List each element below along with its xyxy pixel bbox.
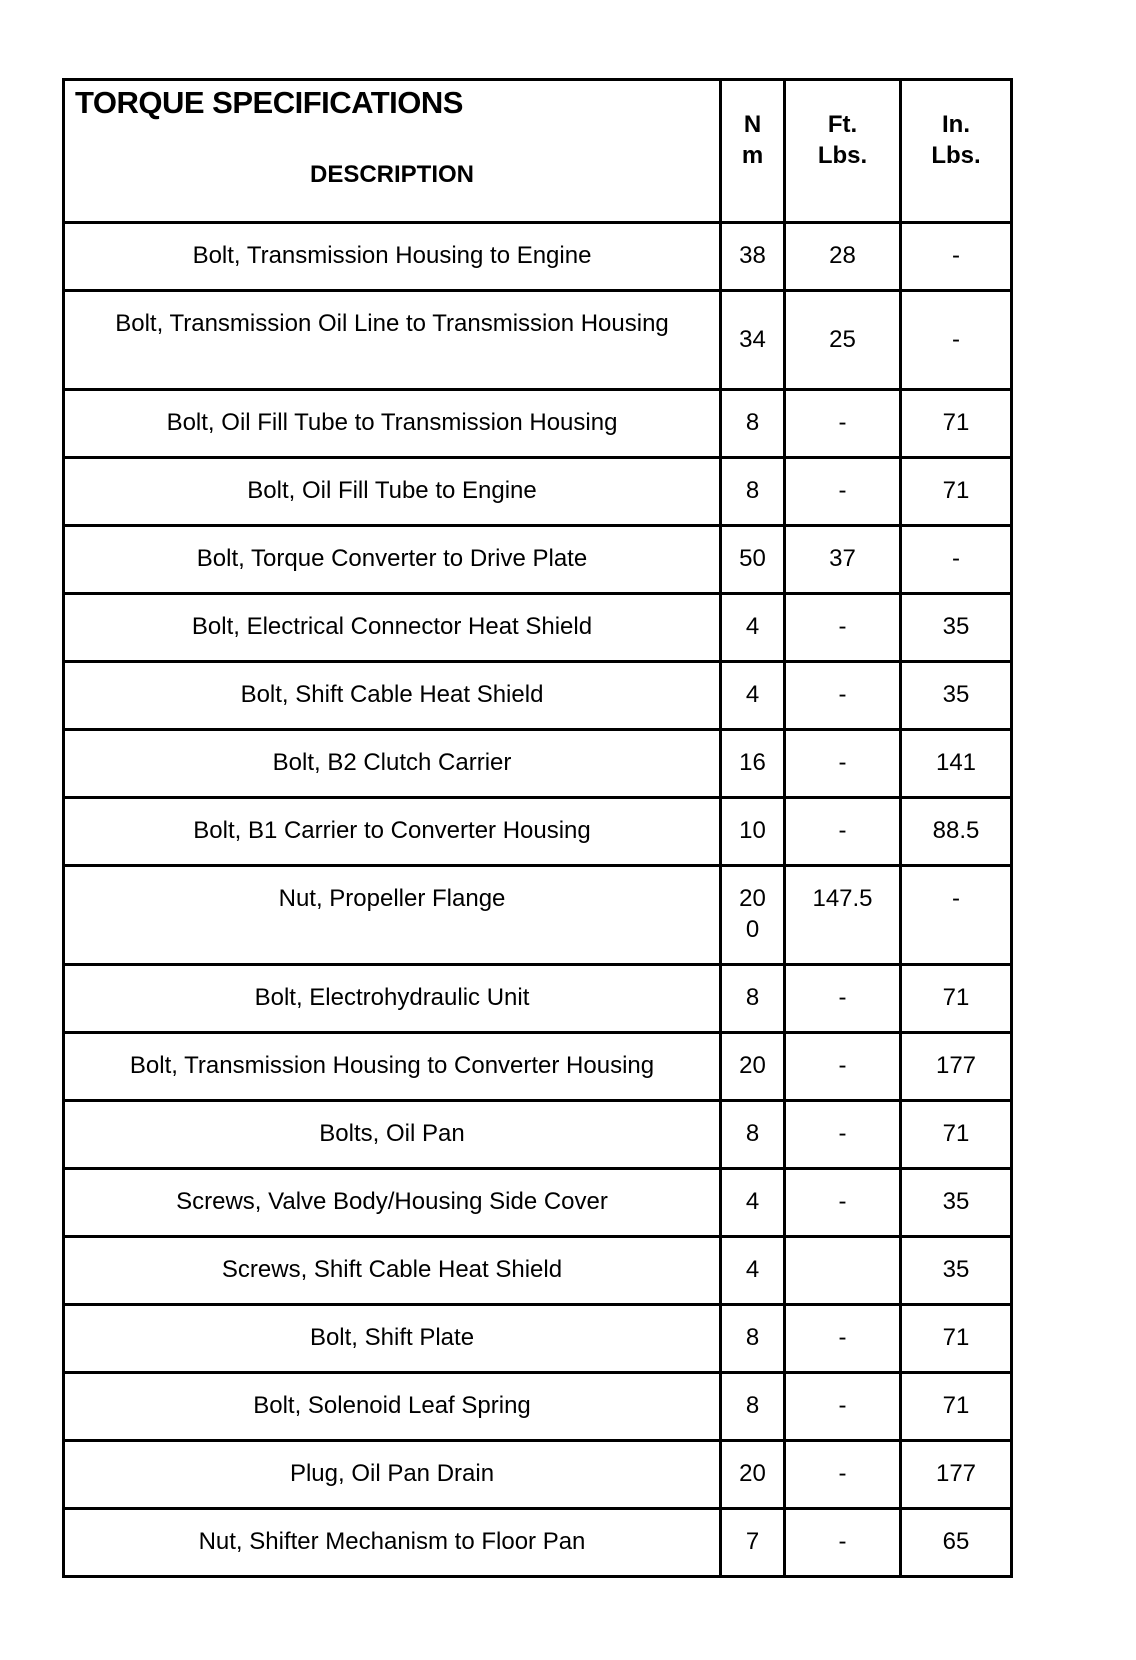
description-cell: Bolt, Transmission Housing to Converter Housing: [64, 1033, 721, 1101]
table-row: [64, 965, 1012, 1033]
nm-cell: 38: [721, 223, 785, 291]
ft-lbs-cell: -: [785, 458, 901, 526]
table-row: [64, 1169, 1012, 1237]
table-row: [64, 1101, 1012, 1169]
table-row: [64, 866, 1012, 965]
nm-cell: 8: [721, 1101, 785, 1169]
in-lbs-header-line2: Lbs.: [931, 142, 981, 169]
ft-lbs-header-cell: [785, 80, 901, 223]
description-cell: Bolt, Electrohydraulic Unit: [64, 965, 721, 1033]
ft-lbs-header: [786, 81, 899, 171]
table-row: [64, 1305, 1012, 1373]
table-row: [64, 1441, 1012, 1509]
ft-lbs-cell: 147.5: [785, 866, 901, 965]
ft-lbs-cell: -: [785, 390, 901, 458]
table-header-row: [64, 80, 1012, 223]
in-lbs-cell: 35: [901, 1169, 1012, 1237]
in-lbs-header: [902, 81, 1010, 171]
nm-cell: 8: [721, 458, 785, 526]
table-row: [64, 223, 1012, 291]
ft-lbs-cell: -: [785, 798, 901, 866]
nm-cell: 20: [721, 1033, 785, 1101]
ft-lbs-cell: -: [785, 662, 901, 730]
in-lbs-cell: -: [901, 291, 1012, 390]
nm-cell: 50: [721, 526, 785, 594]
description-cell: Bolt, Transmission Oil Line to Transmission Housing: [64, 291, 721, 390]
nm-cell: 16: [721, 730, 785, 798]
nm-cell: 4: [721, 662, 785, 730]
description-cell: Plug, Oil Pan Drain: [64, 1441, 721, 1509]
description-cell: Screws, Valve Body/Housing Side Cover: [64, 1169, 721, 1237]
nm-cell: 34: [721, 291, 785, 390]
in-lbs-cell: 65: [901, 1509, 1012, 1577]
nm-cell: 8: [721, 390, 785, 458]
ft-lbs-header-line2: Lbs.: [817, 142, 868, 169]
ft-lbs-cell: 37: [785, 526, 901, 594]
in-lbs-header-line1: In.: [942, 111, 970, 138]
in-lbs-cell: 141: [901, 730, 1012, 798]
ft-lbs-cell: -: [785, 1169, 901, 1237]
nm-cell: 4: [721, 1169, 785, 1237]
nm-cell: 8: [721, 1373, 785, 1441]
ft-lbs-cell: -: [785, 730, 901, 798]
description-cell: Bolt, Solenoid Leaf Spring: [64, 1373, 721, 1441]
nm-cell: 20: [721, 1441, 785, 1509]
description-cell: Bolt, Shift Cable Heat Shield: [64, 662, 721, 730]
description-cell: Nut, Shifter Mechanism to Floor Pan: [64, 1509, 721, 1577]
in-lbs-cell: 71: [901, 390, 1012, 458]
description-cell: Bolt, B2 Clutch Carrier: [64, 730, 721, 798]
in-lbs-cell: 35: [901, 662, 1012, 730]
ft-lbs-cell: -: [785, 594, 901, 662]
ft-lbs-cell: 25: [785, 291, 901, 390]
table-row: [64, 526, 1012, 594]
table-row: [64, 1033, 1012, 1101]
table-row: [64, 798, 1012, 866]
table-title: TORQUE SPECIFICATIONS: [75, 85, 463, 120]
in-lbs-cell: -: [901, 526, 1012, 594]
description-cell: Bolt, Torque Converter to Drive Plate: [64, 526, 721, 594]
nm-cell: 8: [721, 1305, 785, 1373]
nm-cell: 10: [721, 798, 785, 866]
in-lbs-header-cell: [901, 80, 1012, 223]
table-row: [64, 390, 1012, 458]
table-row: [64, 458, 1012, 526]
nm-cell: 8: [721, 965, 785, 1033]
table-row: [64, 730, 1012, 798]
table-row: [64, 1237, 1012, 1305]
in-lbs-cell: 35: [901, 594, 1012, 662]
ft-lbs-cell: -: [785, 965, 901, 1033]
description-cell: Bolt, Electrical Connector Heat Shield: [64, 594, 721, 662]
description-header: DESCRIPTION: [309, 161, 474, 188]
description-cell: Bolt, Shift Plate: [64, 1305, 721, 1373]
description-cell: Nut, Propeller Flange: [64, 866, 721, 965]
ft-lbs-header-line1: Ft.: [827, 111, 858, 138]
ft-lbs-cell: 28: [785, 223, 901, 291]
in-lbs-cell: 88.5: [901, 798, 1012, 866]
in-lbs-cell: 71: [901, 1101, 1012, 1169]
in-lbs-cell: 35: [901, 1237, 1012, 1305]
description-cell: Bolt, Oil Fill Tube to Engine: [64, 458, 721, 526]
table-row: [64, 1373, 1012, 1441]
table-row: [64, 291, 1012, 390]
in-lbs-cell: -: [901, 866, 1012, 965]
ft-lbs-cell: -: [785, 1441, 901, 1509]
ft-lbs-cell: -: [785, 1373, 901, 1441]
ft-lbs-cell: [785, 1237, 901, 1305]
description-cell: Bolt, Oil Fill Tube to Transmission Housing: [64, 390, 721, 458]
in-lbs-cell: 177: [901, 1441, 1012, 1509]
nm-header-cell: [721, 80, 785, 223]
in-lbs-cell: 71: [901, 458, 1012, 526]
nm-cell: 7: [721, 1509, 785, 1577]
in-lbs-cell: 71: [901, 1373, 1012, 1441]
table-row: [64, 662, 1012, 730]
in-lbs-cell: 71: [901, 965, 1012, 1033]
in-lbs-cell: 177: [901, 1033, 1012, 1101]
description-cell: Screws, Shift Cable Heat Shield: [64, 1237, 721, 1305]
description-cell: Bolts, Oil Pan: [64, 1101, 721, 1169]
nm-header-line2: m: [741, 142, 764, 169]
ft-lbs-cell: -: [785, 1509, 901, 1577]
ft-lbs-cell: -: [785, 1101, 901, 1169]
nm-header-line1: N: [743, 111, 762, 138]
table-row: [64, 594, 1012, 662]
table-row: [64, 1509, 1012, 1577]
nm-cell: 4: [721, 594, 785, 662]
nm-cell: 200: [721, 866, 785, 965]
description-cell: Bolt, B1 Carrier to Converter Housing: [64, 798, 721, 866]
torque-spec-table: [62, 78, 1013, 1578]
ft-lbs-cell: -: [785, 1033, 901, 1101]
in-lbs-cell: 71: [901, 1305, 1012, 1373]
nm-header: [722, 81, 783, 171]
nm-cell: 4: [721, 1237, 785, 1305]
description-cell: Bolt, Transmission Housing to Engine: [64, 223, 721, 291]
ft-lbs-cell: -: [785, 1305, 901, 1373]
description-header-cell: [64, 80, 721, 223]
in-lbs-cell: -: [901, 223, 1012, 291]
